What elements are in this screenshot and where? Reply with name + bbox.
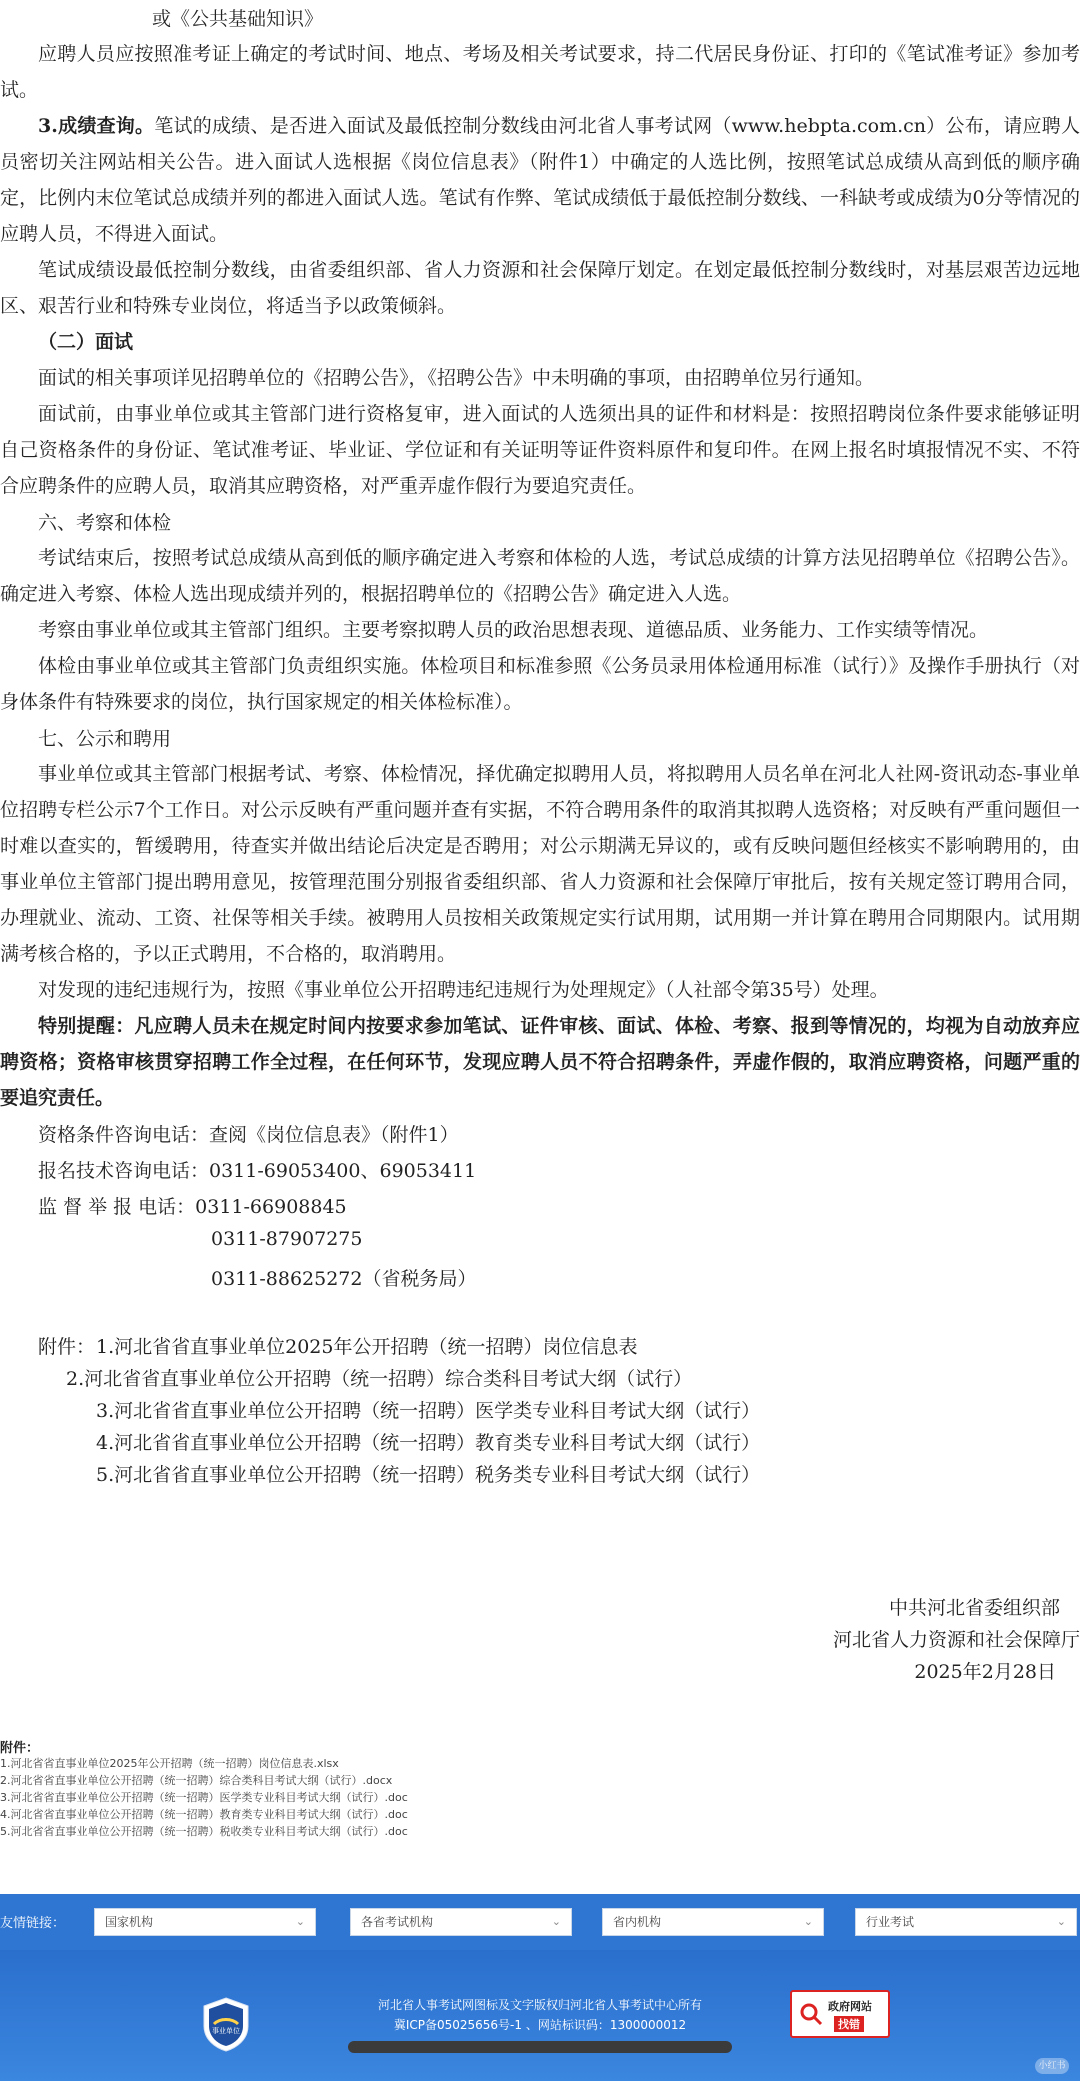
attachment-item-5: 5.河北省省直事业单位公开招聘（统一招聘）税务类专业科目考试大纲（试行） bbox=[96, 1464, 761, 1486]
attachment-item-4: 4.河北省省直事业单位公开招聘（统一招聘）教育类专业科目考试大纲（试行） bbox=[96, 1432, 761, 1454]
attachment-link-3[interactable]: 3.河北省省直事业单位公开招聘（统一招聘）医学类专业科目考试大纲（试行）.doc bbox=[0, 1791, 408, 1804]
interview-heading: （二）面试 bbox=[38, 331, 134, 353]
score-query-text: 笔试的成绩、是否进入面试及最低控制分数线由河北省人事考试网（www.hebpta.com.cn）公布，请应聘人员密切关注网站相关公告。进入面试人选根据《岗位信息表》（附件1）中确定的人选比例，按照笔试总成绩从高到低的顺序确定，比例内末位笔试总成绩并列的都进入面试人选。笔试有作弊、笔试成绩低于最低控制分数线、一科缺考或成绩为0分等情况的应聘人员，不得进入面试。 bbox=[0, 115, 1080, 245]
contact-qualification: 资格条件咨询电话：查阅《岗位信息表》（附件1） bbox=[38, 1124, 459, 1146]
physical-exam-paragraph: 体检由事业单位或其主管部门负责组织实施。体检项目和标准参照《公务员录用体检通用标准（试行）》及操作手册执行（对身体条件有特殊要求的岗位，执行国家规定的相关体检标准）。 bbox=[0, 655, 1080, 713]
attachment-download-list bbox=[0, 1755, 408, 1840]
gov-badge-line1: 政府网站 bbox=[828, 2000, 872, 2013]
signature-org-2: 河北省人力资源和社会保障厅 bbox=[832, 1629, 1080, 1651]
contact-supervision: 监 督 举 报 电话：0311-66908845 bbox=[38, 1196, 347, 1218]
contact-supervision-2: 0311-87907275 bbox=[211, 1228, 363, 1250]
footer-icp: 冀ICP备05025656号-1 、网站标识码：1300000012 bbox=[393, 2018, 687, 2032]
select-in-province-agencies[interactable]: 省内机构 ⌄ bbox=[602, 1908, 824, 1936]
section-seven-heading: 七、公示和聘用 bbox=[38, 728, 172, 750]
signature-org-1: 中共河北省委组织部 bbox=[888, 1597, 1060, 1619]
score-query-paragraph bbox=[0, 108, 1080, 252]
gov-site-error-badge[interactable] bbox=[790, 1990, 890, 2038]
watermark: 小红书 bbox=[1035, 2058, 1069, 2074]
friend-links-label: 友情链接： bbox=[0, 1916, 66, 1931]
min-score-paragraph: 笔试成绩设最低控制分数线，由省委组织部、省人力资源和社会保障厅划定。在划定最低控制分数线时，对基层艰苦边远地区、艰苦行业和特殊专业岗位，将适当予以政策倾斜。 bbox=[0, 259, 1080, 317]
score-query-heading: 3.成绩查询。 bbox=[38, 115, 155, 137]
site-footer bbox=[0, 1950, 1080, 2081]
attachment-item-2: 2.河北省省直事业单位公开招聘（统一招聘）综合类科目考试大纲（试行） bbox=[66, 1368, 693, 1390]
attachment-link-2[interactable]: 2.河北省省直事业单位公开招聘（统一招聘）综合类科目考试大纲（试行）.docx bbox=[0, 1774, 393, 1787]
admission-paragraph: 应聘人员应按照准考证上确定的考试时间、地点、考场及相关考试要求，持二代居民身份证、打印的《笔试准考证》参加考试。 bbox=[0, 43, 1080, 101]
select-provincial-exam-agencies[interactable]: 各省考试机构 ⌄ bbox=[350, 1908, 572, 1936]
friend-links-bar bbox=[0, 1894, 1080, 1950]
inspection-paragraph: 考试结束后，按照考试总成绩从高到低的顺序确定进入考察和体检的人选，考试总成绩的计算方法见招聘单位《招聘公告》。确定进入考察、体检人选出现成绩并列的，根据招聘单位的《招聘公告》确定进入人选。 bbox=[0, 547, 1080, 605]
attachment-label: 附件： bbox=[38, 1336, 96, 1358]
special-reminder-paragraph: 特别提醒：凡应聘人员未在规定时间内按要求参加笔试、证件审核、面试、体检、考察、报到等情况的，均视为自动放弃应聘资格；资格审核贯穿招聘工作全过程，在任何环节，发现应聘人员不符合招聘条件，弄虚作假的，取消应聘资格，问题严重的要追究责任。 bbox=[0, 1015, 1080, 1109]
select-national-agencies[interactable]: 国家机构 ⌄ bbox=[94, 1908, 316, 1936]
violation-paragraph: 对发现的违纪违规行为，按照《事业单位公开招聘违纪违规行为处理规定》（人社部令第35号）处理。 bbox=[38, 979, 889, 1001]
attachment-item-1: 1.河北省省直事业单位2025年公开招聘（统一招聘）岗位信息表 bbox=[96, 1336, 638, 1358]
attachment-download-title: 附件： bbox=[0, 1741, 40, 1756]
chevron-down-icon: ⌄ bbox=[551, 1915, 561, 1928]
section-six-heading: 六、考察和体检 bbox=[38, 512, 172, 534]
interview-paragraph: 面试的相关事项详见招聘单位的《招聘公告》，《招聘公告》中未明确的事项，由招聘单位另行通知。 bbox=[38, 367, 875, 389]
chevron-down-icon: ⌄ bbox=[295, 1915, 305, 1928]
footer-copyright: 河北省人事考试网图标及文字版权归河北省人事考试中心所有 bbox=[377, 1998, 702, 2012]
emblem-label: 事业单位 bbox=[212, 2027, 240, 2035]
contact-tech: 报名技术咨询电话：0311-69053400、69053411 bbox=[38, 1160, 477, 1182]
contact-supervision-3: 0311-88625272（省税务局） bbox=[211, 1268, 477, 1290]
exam-subject-line: 或《公共基础知识》 bbox=[152, 8, 324, 30]
publicity-paragraph: 事业单位或其主管部门根据考试、考察、体检情况，择优确定拟聘用人员，将拟聘用人员名单在河北人社网-资讯动态-事业单位招聘专栏公示7个工作日。对公示反映有严重问题并查有实据，不符合聘用条件的取消其拟聘人选资格；对反映有严重问题但一时难以查实的，暂缓聘用，待查实并做出结论后决定是否聘用；对公示期满无异议的，或有反映问题但经核实不影响聘用的，由事业单位主管部门提出聘用意见，按管理范围分别报省委组织部、省人力资源和社会保障厅审批后，按有关规定签订聘用合同，办理就业、流动、工资、社保等相关手续。被聘用人员按相关政策规定实行试用期，试用期一并计算在聘用合同期限内。试用期满考核合格的，予以正式聘用，不合格的，取消聘用。 bbox=[0, 763, 1080, 965]
qualification-review-paragraph: 面试前，由事业单位或其主管部门进行资格复审，进入面试的人选须出具的证件和材料是：按照招聘岗位条件要求能够证明自己资格条件的身份证、笔试准考证、毕业证、学位证和有关证明等证件资料原件和复印件。在网上报名时填报情况不实、不符合应聘条件的应聘人员，取消其应聘资格，对严重弄虚作假行为要追究责任。 bbox=[0, 403, 1080, 497]
attachment-item-3: 3.河北省省直事业单位公开招聘（统一招聘）医学类专业科目考试大纲（试行） bbox=[96, 1400, 761, 1422]
attachment-link-5[interactable]: 5.河北省省直事业单位公开招聘（统一招聘）税收类专业科目考试大纲（试行）.doc bbox=[0, 1825, 408, 1838]
chevron-down-icon: ⌄ bbox=[803, 1915, 813, 1928]
signature-date: 2025年2月28日 bbox=[914, 1661, 1056, 1683]
chevron-down-icon: ⌄ bbox=[1056, 1915, 1066, 1928]
magnifier-icon bbox=[798, 2001, 824, 2027]
horizontal-scrollbar[interactable] bbox=[348, 2041, 732, 2053]
attachment-link-1[interactable]: 1.河北省省直事业单位2025年公开招聘（统一招聘）岗位信息表.xlsx bbox=[0, 1757, 339, 1770]
attachment-link-4[interactable]: 4.河北省省直事业单位公开招聘（统一招聘）教育类专业科目考试大纲（试行）.doc bbox=[0, 1808, 408, 1821]
investigation-paragraph: 考察由事业单位或其主管部门组织。主要考察拟聘人员的政治思想表现、道德品质、业务能力、工作实绩等情况。 bbox=[38, 619, 989, 641]
select-industry-exams[interactable]: 行业考试 ⌄ bbox=[855, 1908, 1077, 1936]
gov-badge-line2: 找错 bbox=[834, 2016, 864, 2032]
